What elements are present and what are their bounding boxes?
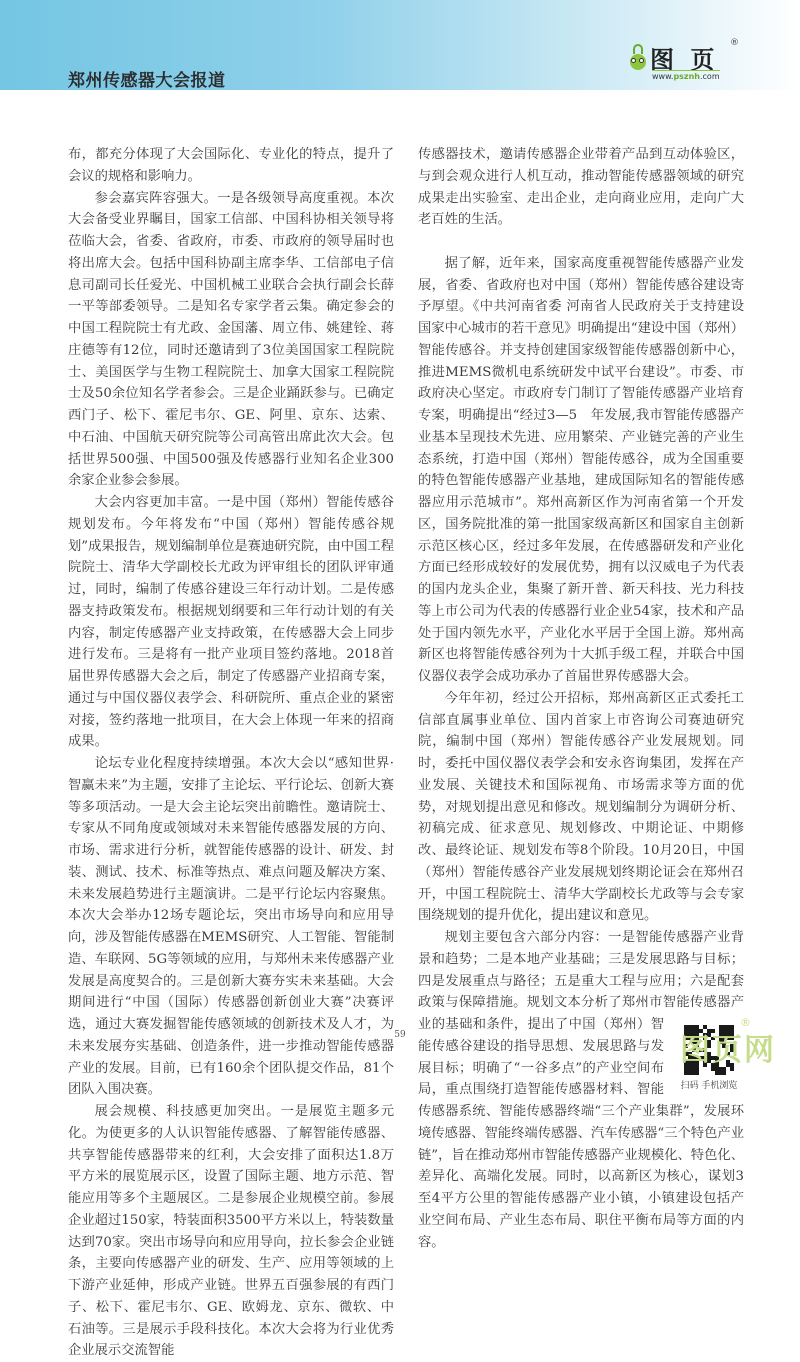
brand-logo	[626, 40, 746, 84]
paragraph: 今年年初，经过公开招标，郑州高新区正式委托工信部直属事业单位、国内首家上市咨询公司赛迪研究院，编制中国（郑州）智能传感谷产业发展规划。同时，委托中国仪器仪表学会和安永咨询集团，发挥在产业发展、关键技术和国际视角、市场需求等方面的优势，对规划提出意见和修改。规划编制分为调研分析、初稿完成、征求意见、规划修改、中期论证、中期修改、最终论证、规划发布等8个阶段。10月20日，中国（郑州）智能传感谷产业发展规划终期论证会在郑州召开，中国工程院院士、清华大学副校长尤政等与会专家围绕规划的提升优化，提出建议和意见。	[418, 690, 744, 924]
paragraph: 参会嘉宾阵容强大。一是各级领导高度重视。本次大会备受业界瞩目，国家工信部、中国科协相关领导将莅临大会，省委、省政府，市委、市政府的领导届时也将出席大会。包括中国科协副主席李华、工信部电子信息司副司长任爱光、中国机械工业联合会执行副会长薛一平等部委领导。二是知名专家学者云集。确定参会的中国工程院院士有尤政、金国藩、周立伟、姚建铨、蒋庄德等有12位，同时还邀请到了3位美国国家工程院院士、美国医学与生物工程院院士、加拿大国家工程院院士及50余位知名学者参会。三是企业踊跃参与。已确定西门子、松下、霍尼韦尔、GE、阿里、京东、达索、中石油、中国航天研究院等公司高管出席此次大会。包括世界500强、中国500强及传感器行业知名企业300余家企业参会参展。	[68, 190, 394, 489]
paragraph: 展会规模、科技感更加突出。一是展览主题多元化。为使更多的人认识智能传感器、了解智能传感器、共享智能传感器带来的红利，大会安排了面积达1.8万平方米的展览展示区，设置了国际主题、地方示范、智能应用等多个主题展区。二是参展企业规模空前。参展企业超过150家，特装面积3500平方米以上，特装数量达到70家。突出市场导向和应用导向，拉长参会企业链条，主要向传感器产业的研发、生产、应用等领域的上下游产业延伸，形成产业链。世界五百强参展的有西门子、松下、霍尼韦尔、GE、欧姆龙、京东、微软、中石油等。三是展示手段科技化。本次大会将为行业优秀企业展示交流智能	[68, 1104, 394, 1359]
paragraph: 大会内容更加丰富。一是中国（郑州）智能传感谷规划发布。今年将发布“中国（郑州）智能传感谷规划”成果报告，规划编制单位是赛迪研究院，由中国工程院院士、清华大学副校长尤政为评审组长的团队评审通过，同时，编制了传感谷建设三年行动计划。二是传感器支持政策发布。根据规划纲要和三年行动计划的有关内容，制定传感器产业支持政策，在传感器大会上同步进行发布。三是将有一批产业项目签约落地。2018首届世界传感器大会之后，制定了传感器产业招商专案，通过与中国仪器仪表学会、科研院所、重点企业的紧密对接，签约落地一批项目，在大会上体现一年来的招商成果。	[68, 495, 394, 750]
mascot-icon	[628, 44, 648, 74]
header-banner	[0, 0, 800, 90]
paragraph: 论坛专业化程度持续增强。本次大会以“感知世界·智赢未来”为主题，安排了主论坛、平行论坛、创新大赛等多项活动。一是大会主论坛突出前瞻性。邀请院士、专家从不同角度或领域对未来智能传感器发展的方向、市场、需求进行分析，就智能传感器的设计、研发、封装、测试、技术、标准等热点、难点问题及解决方案、未来发展趋势进行主题演讲。二是平行论坛内容聚焦。本次大会举办12场专题论坛，突出市场导向和应用导向，涉及智能传感器在MEMS研究、人工智能、智能制造、车联网、5G等领域的应用，与郑州未来传感器产业发展是高度契合的。三是创新大赛夯实未来基础。大会期间进行“中国（国际）传感器创新创业大赛”决赛评选，通过大赛发掘智能传感领域的创新技术及人才，为未来发展夯实基础、创造条件，进一步推动智能传感器产业的发展。目前，已有160余个团队提交作品，81个团队入围决赛。	[68, 756, 394, 1098]
logo-text: 图 页	[650, 46, 719, 74]
paragraph: 布，都充分体现了大会国际化、专业化的特点，提升了会议的规格和影响力。	[68, 147, 394, 184]
section-title: 郑州传感器大会报道	[68, 71, 226, 91]
left-column	[68, 144, 394, 1362]
watermark-registered-mark: ®	[740, 1016, 751, 1029]
registered-mark: ®	[730, 38, 739, 48]
paragraph: 据了解，近年来，国家高度重视智能传感器产业发展，省委、省政府也对中国（郑州）智能传感谷建设寄予厚望。《中共河南省委 河南省人民政府关于支持建设国家中心城市的若干意见》明确提出“建设中国（郑州）智能传感谷。并支持创建国家级智能传感器创新中心，推进MEMS微机电系统研发中试平台建设”。市委、市政府决心坚定。市政府专门制订了智能传感器产业培育专案，明确提出“经过3—5 年发展,我市智能传感器产业基本呈现技术先进、应用繁荣、产业链完善的产业生态系统，打造中国（郑州）智能传感谷，成为全国重要的特色智能传感器产业基地，建成国际知名的智能传感器应用示范城市”。郑州高新区作为河南省第一个开发区，国务院批准的第一批国家级高新区和国家自主创新示范区核心区，经过多年发展，在传感器研发和产业化方面已经形成较好的发展优势，拥有以汉威电子为代表的国内龙头企业，集聚了新开普、新天科技、光力科技等上市公司为代表的传感器行业企业54家，技术和产品处于国内领先水平，产业化水平居于全国上游。郑州高新区也将智能传感谷列为十大抓手级工程，并联合中国仪器仪表学会成功承办了首届世界传感器大会。	[418, 255, 744, 684]
page-number: 59	[394, 1030, 406, 1040]
logo-url: www.psznh.com	[652, 72, 720, 81]
paragraph: 传感器技术，邀请传感器企业带着产品到互动体验区，与到会观众进行人机互动，推动智能传感器领域的研究成果走出实验室、走出企业，走向商业应用，走向广大老百姓的生活。	[418, 147, 744, 228]
qr-caption: 扫码 手机浏览	[680, 1081, 738, 1091]
watermark-logo: 图页网	[680, 1033, 776, 1068]
right-column	[418, 144, 744, 1253]
paragraph: 规划主要包含六部分内容：一是智能传感器产业背景和趋势；二是本地产业基础；三是发展思路与目标；四是发展重点与路径；五是重大工程与应用；六是配套政策与保障措施。规划文本分析了郑州市智能传感器产业的基础和条件，提出了中国（郑州）智能传感谷建设的指导思想、发展思路与发展目标；明确了“一谷多点”的产业空间布局，重点围绕打造智能传感器材料、智能传感器系统、智能传感器终端“三个产业集群”，发展环境传感器、智能终端传感器、汽车传感器“三个特色产业链”，旨在推动郑州市智能传感器产业规模化、特色化、差异化、高端化发展。同时，以高新区为核心，谋划3至4平方公里的智能传感器产业小镇，小镇建设包括产业空间布局、产业生态布局、职住平衡布局等方面的内容。	[418, 930, 744, 1250]
